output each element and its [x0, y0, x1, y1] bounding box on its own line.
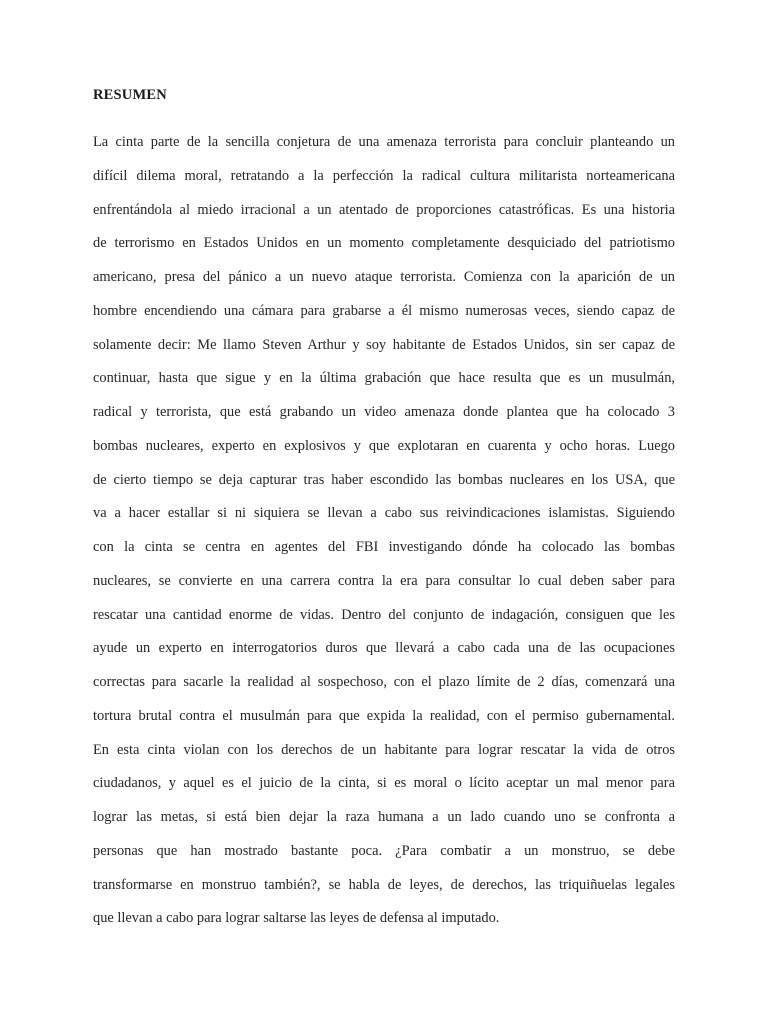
document-body: [93, 132, 675, 942]
body-line: enfrentándola al miedo irracional a un atentado de proporciones catastróficas. Es una historia: [93, 201, 675, 218]
body-line: que llevan a cabo para lograr saltarse las leyes de defensa al imputado.: [93, 910, 500, 927]
body-line: tortura brutal contra el musulmán para que expida la realidad, con el permiso gubernamental.: [93, 707, 675, 724]
body-line: hombre encendiendo una cámara para grabarse a él mismo numerosas veces, siendo capaz de: [93, 302, 675, 319]
body-line: difícil dilema moral, retratando a la perfección la radical cultura militarista norteamericana: [93, 167, 675, 184]
body-line: lograr las metas, si está bien dejar la raza humana a un lado cuando uno se confronta a: [93, 809, 675, 825]
body-line: correctas para sacarle la realidad al sospechoso, con el plazo límite de 2 días, comenzará una: [93, 674, 675, 690]
body-line: radical y terrorista, que está grabando un video amenaza donde plantea que ha colocado 3: [93, 404, 675, 420]
body-line: con la cinta se centra en agentes del FBI investigando dónde ha colocado las bombas: [93, 539, 675, 555]
body-line: solamente decir: Me llamo Steven Arthur y soy habitante de Estados Unidos, sin ser capaz de: [93, 336, 675, 353]
body-line: de cierto tiempo se deja capturar tras haber escondido las bombas nucleares en los USA, que: [93, 471, 675, 488]
body-line: rescatar una cantidad enorme de vidas. Dentro del conjunto de indagación, consiguen que les: [93, 606, 675, 623]
body-line: bombas nucleares, experto en explosivos y que explotaran en cuarenta y ocho horas. Luego: [93, 437, 675, 454]
body-line: personas que han mostrado bastante poca. ¿Para combatir a un monstruo, se debe: [93, 842, 675, 859]
body-line: americano, presa del pánico a un nuevo ataque terrorista. Comienza con la aparición de un: [93, 269, 675, 285]
body-line: ciudadanos, y aquel es el juicio de la cinta, si es moral o lícito aceptar un mal menor para: [93, 775, 675, 792]
body-line: va a hacer estallar si ni siquiera se llevan a cabo sus reivindicaciones islamistas. Siguiendo: [93, 505, 675, 522]
document-heading: RESUMEN: [93, 87, 167, 103]
body-line: de terrorismo en Estados Unidos en un momento completamente desquiciado del patriotismo: [93, 235, 675, 252]
body-line: En esta cinta violan con los derechos de un habitante para lograr rescatar la vida de otros: [93, 741, 675, 758]
body-line: La cinta parte de la sencilla conjetura de una amenaza terrorista para concluir planteando un: [93, 134, 675, 150]
body-line: transformarse en monstruo también?, se habla de leyes, de derechos, las triquiñuelas legales: [93, 876, 675, 893]
body-line: nucleares, se convierte en una carrera contra la era para consultar lo cual deben saber para: [93, 572, 675, 589]
body-line: ayude un experto en interrogatorios duros que llevará a cabo cada una de las ocupaciones: [93, 640, 675, 657]
body-line: continuar, hasta que sigue y en la última grabación que hace resulta que es un musulmán,: [93, 370, 675, 387]
